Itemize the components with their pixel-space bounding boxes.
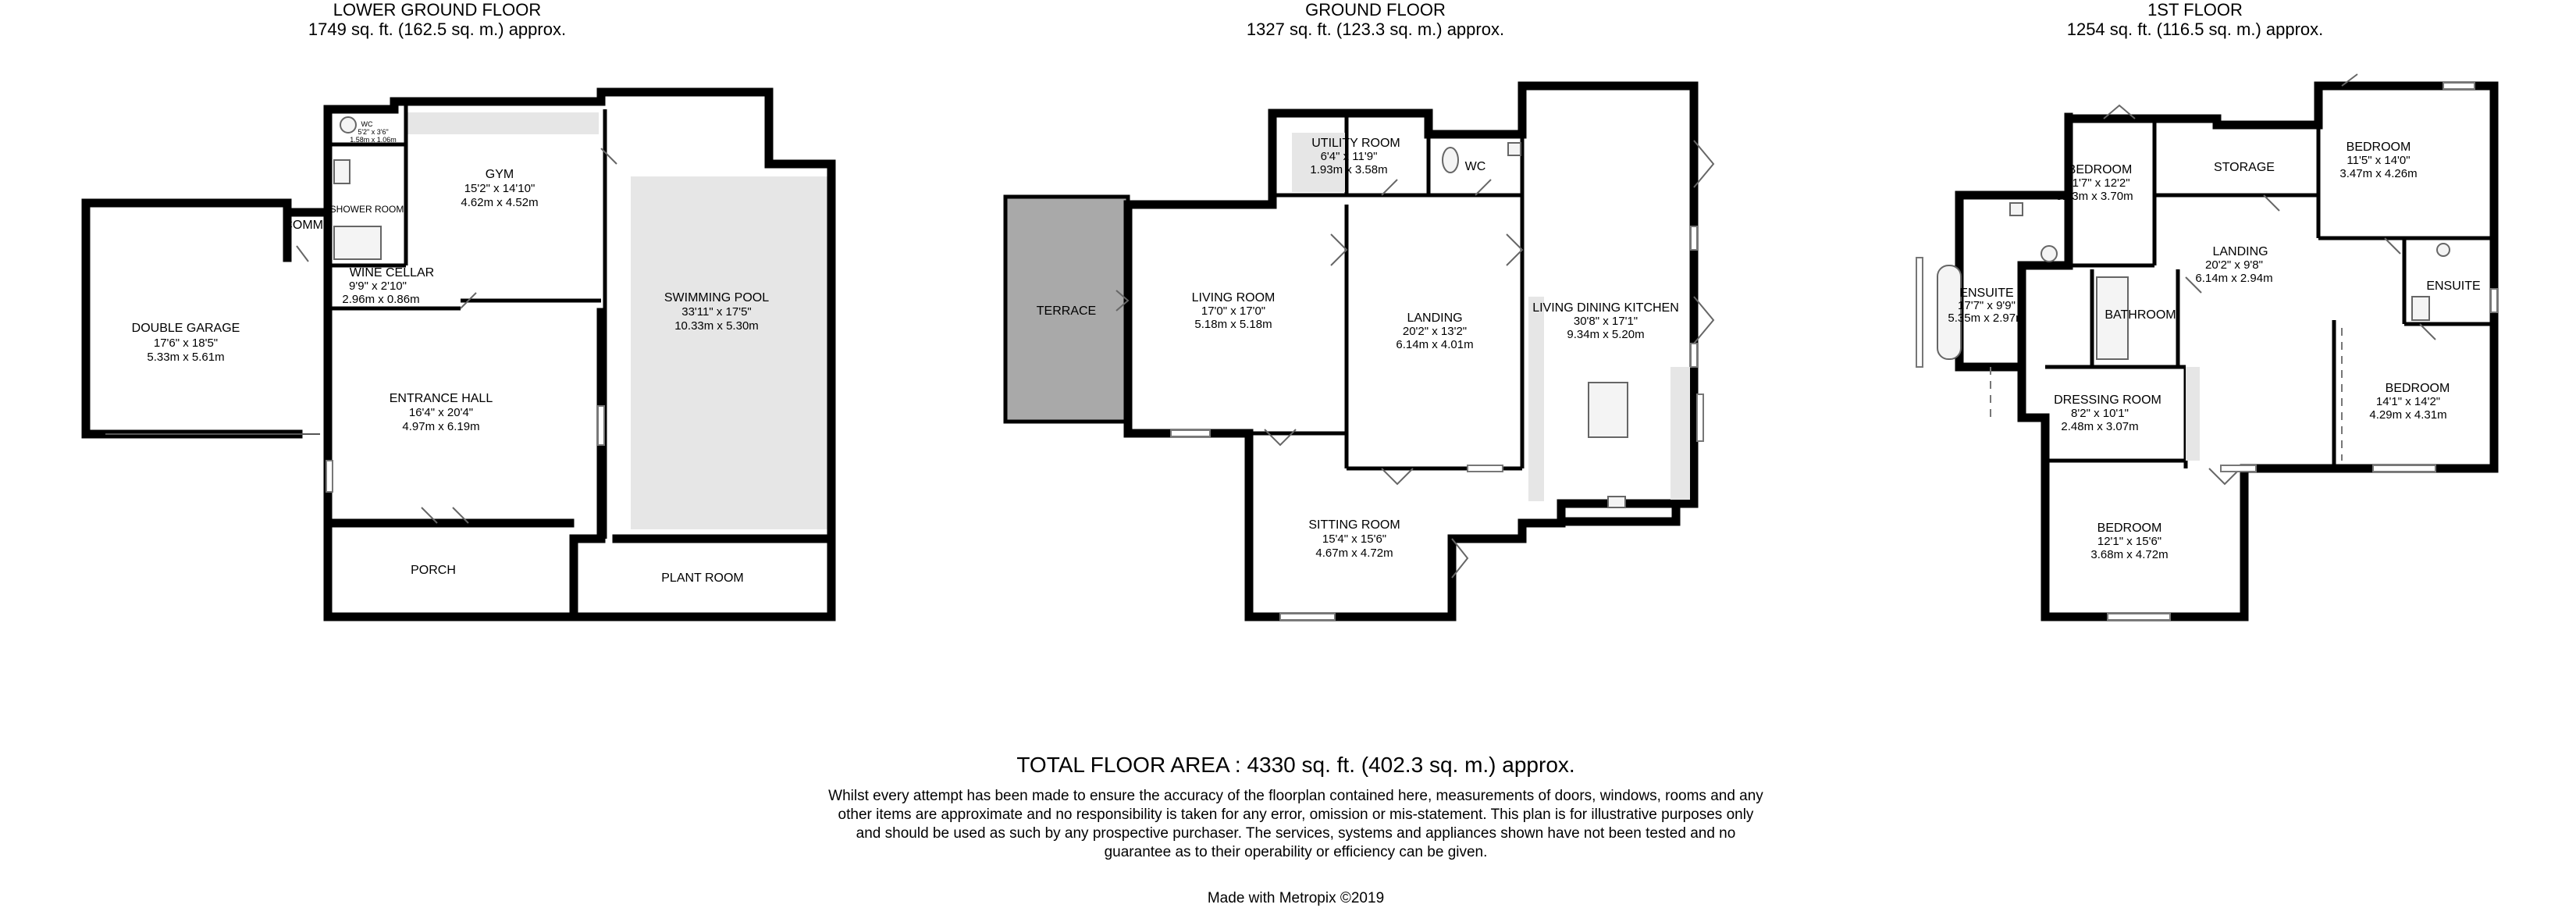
ground-outer-walls bbox=[1128, 86, 1694, 617]
disclaimer-text: Whilst every attempt has been made to ensure the accuracy of the floorplan contained here, measurements of doors, windows, rooms and any other items are approximate and no responsibility is taken for any error, omission or mis-statement. This plan is for illustrative purposes only and should be used as such by any prospective purchaser. The services, systems and appliances shown have not been tested and no guarantee as to their operability or efficiency can be given. bbox=[828, 788, 1763, 860]
svg-text:11'5" x 14'0": 11'5" x 14'0" bbox=[2347, 154, 2411, 167]
svg-text:9.34m x 5.20m: 9.34m x 5.20m bbox=[1567, 328, 1645, 341]
kitchen-sink bbox=[1608, 497, 1625, 507]
lower-ground-floor-title: LOWER GROUND FLOOR bbox=[333, 0, 542, 20]
svg-text:WC: WC bbox=[361, 120, 373, 128]
svg-text:UTILITY ROOM: UTILITY ROOM bbox=[1311, 137, 1400, 150]
bedroom-4-label bbox=[2090, 522, 2168, 561]
kitchen-window-1 bbox=[1691, 226, 1697, 250]
svg-text:5.35m x 2.97m: 5.35m x 2.97m bbox=[1948, 312, 2026, 325]
svg-text:15'2" x 14'10": 15'2" x 14'10" bbox=[464, 182, 535, 195]
svg-text:12'1" x 15'6": 12'1" x 15'6" bbox=[2097, 535, 2162, 548]
total-floor-area: TOTAL FLOOR AREA : 4330 sq. ft. (402.3 sq. m.) approx. bbox=[1016, 753, 1575, 777]
utility-room-label bbox=[1310, 137, 1400, 176]
bedroom-3-label bbox=[2369, 382, 2450, 422]
ensuite-basin bbox=[2041, 246, 2057, 262]
svg-text:ENSUITE: ENSUITE bbox=[1959, 287, 2014, 300]
svg-text:LANDING: LANDING bbox=[2212, 245, 2268, 258]
lg-wc-label bbox=[350, 120, 397, 144]
svg-text:SWIMMING POOL: SWIMMING POOL bbox=[664, 291, 770, 304]
bedroom-2-label bbox=[2339, 141, 2417, 180]
svg-text:2.96m x 0.86m: 2.96m x 0.86m bbox=[342, 293, 420, 306]
svg-text:4.67m x 4.72m: 4.67m x 4.72m bbox=[1315, 547, 1393, 560]
hall-window bbox=[326, 461, 333, 492]
living-dining-kitchen-label bbox=[1532, 301, 1679, 341]
kitchen-window-3 bbox=[1697, 394, 1703, 441]
shower-tray bbox=[334, 226, 381, 259]
ground-floor-plan bbox=[1005, 86, 1713, 620]
plant-room-label: PLANT ROOM bbox=[661, 572, 744, 585]
kitchen-window-2 bbox=[1691, 344, 1697, 367]
svg-text:2.48m x 3.07m: 2.48m x 3.07m bbox=[2061, 420, 2139, 433]
kitchen-worktop-right bbox=[1670, 367, 1690, 500]
svg-text:11'7" x 12'2": 11'7" x 12'2" bbox=[2066, 176, 2130, 190]
svg-text:17'0" x 17'0": 17'0" x 17'0" bbox=[1201, 304, 1266, 318]
living-room-label bbox=[1192, 291, 1276, 331]
wc-toilet bbox=[340, 117, 356, 133]
svg-text:14'1" x 14'2": 14'1" x 14'2" bbox=[2375, 395, 2441, 408]
lower-ground-floor-area: 1749 sq. ft. (162.5 sq. m.) approx. bbox=[308, 20, 567, 39]
svg-text:BEDROOM: BEDROOM bbox=[2067, 163, 2133, 176]
living-window bbox=[1171, 430, 1210, 436]
ensuite-1-walls bbox=[1959, 195, 2069, 367]
svg-text:6.14m x 2.94m: 6.14m x 2.94m bbox=[2195, 272, 2273, 285]
first-floor-title: 1ST FLOOR bbox=[2147, 0, 2243, 20]
svg-text:BEDROOM: BEDROOM bbox=[2385, 382, 2450, 395]
gym-mat bbox=[407, 112, 599, 134]
svg-text:16'4" x 20'4": 16'4" x 20'4" bbox=[408, 406, 474, 419]
wine-cellar-label bbox=[342, 266, 434, 306]
svg-text:6.14m x 4.01m: 6.14m x 4.01m bbox=[1396, 338, 1474, 351]
svg-text:33'11" x 17'5": 33'11" x 17'5" bbox=[681, 305, 752, 319]
ensuite-2-window bbox=[2491, 289, 2497, 312]
shower-room-label: SHOWER ROOM bbox=[329, 204, 404, 215]
sitting-window bbox=[1280, 614, 1335, 620]
svg-text:4.97m x 6.19m: 4.97m x 6.19m bbox=[402, 420, 480, 433]
svg-text:BEDROOM: BEDROOM bbox=[2346, 141, 2411, 154]
ground-wc-basin bbox=[1508, 143, 1521, 155]
kitchen-island bbox=[1589, 383, 1628, 437]
svg-text:DRESSING ROOM: DRESSING ROOM bbox=[2054, 393, 2161, 407]
first-landing-label bbox=[2195, 245, 2272, 285]
dressing-rail bbox=[2186, 367, 2200, 461]
svg-text:8'2" x 10'1": 8'2" x 10'1" bbox=[2071, 407, 2129, 420]
metropix-credit: Made with Metropix ©2019 bbox=[1207, 890, 1385, 906]
svg-text:20'2" x 9'8": 20'2" x 9'8" bbox=[2205, 258, 2263, 272]
svg-text:5.18m x 5.18m: 5.18m x 5.18m bbox=[1194, 318, 1272, 331]
svg-text:3.68m x 4.72m: 3.68m x 4.72m bbox=[2090, 548, 2169, 561]
svg-text:15'4" x 15'6": 15'4" x 15'6" bbox=[1322, 532, 1387, 546]
ensuite-2-toilet bbox=[2437, 244, 2450, 256]
ground-landing-label bbox=[1396, 312, 1473, 351]
storage-label: STORAGE bbox=[2214, 161, 2275, 174]
svg-text:GYM: GYM bbox=[485, 168, 514, 181]
svg-text:1.93m x 3.58m: 1.93m x 3.58m bbox=[1310, 163, 1388, 176]
ensuite-2-shower bbox=[2412, 297, 2429, 320]
entrance-hall-label bbox=[390, 392, 493, 433]
svg-text:5.33m x 5.61m: 5.33m x 5.61m bbox=[147, 351, 225, 364]
svg-text:10.33m x 5.30m: 10.33m x 5.30m bbox=[674, 319, 759, 333]
garage-walls bbox=[86, 203, 298, 434]
svg-text:4.29m x 4.31m: 4.29m x 4.31m bbox=[2369, 408, 2447, 422]
svg-text:17'7" x 9'9": 17'7" x 9'9" bbox=[1958, 299, 2016, 312]
ground-floor-title: GROUND FLOOR bbox=[1305, 0, 1446, 20]
svg-text:20'2" x 13'2": 20'2" x 13'2" bbox=[1402, 325, 1468, 338]
basin bbox=[334, 160, 350, 183]
svg-text:SITTING ROOM: SITTING ROOM bbox=[1308, 518, 1400, 532]
svg-text:3.53m x 3.70m: 3.53m x 3.70m bbox=[2055, 190, 2133, 203]
comms-label: COMMS bbox=[283, 219, 332, 232]
svg-text:LANDING: LANDING bbox=[1407, 312, 1463, 325]
pool-window bbox=[598, 406, 604, 445]
porch-label: PORCH bbox=[411, 564, 456, 577]
ground-wc-toilet bbox=[1443, 148, 1458, 173]
svg-text:6'4" x 11'9": 6'4" x 11'9" bbox=[1320, 150, 1378, 163]
svg-text:30'8" x 17'1": 30'8" x 17'1" bbox=[1573, 315, 1638, 328]
svg-text:ENTRANCE HALL: ENTRANCE HALL bbox=[389, 392, 493, 405]
svg-text:4.62m x 4.52m: 4.62m x 4.52m bbox=[461, 196, 539, 209]
svg-text:WINE CELLAR: WINE CELLAR bbox=[349, 266, 435, 280]
dressing-room-label bbox=[2054, 393, 2161, 433]
bedroom-4-window bbox=[2108, 614, 2170, 620]
svg-text:LIVING DINING KITCHEN: LIVING DINING KITCHEN bbox=[1532, 301, 1679, 315]
first-floor-plan bbox=[1916, 74, 2497, 620]
svg-text:DOUBLE GARAGE: DOUBLE GARAGE bbox=[131, 322, 240, 335]
ensuite-2-label: ENSUITE bbox=[2426, 280, 2481, 293]
gym-label bbox=[461, 168, 538, 209]
svg-text:9'9" x 2'10": 9'9" x 2'10" bbox=[349, 280, 407, 293]
kitchen-worktop-left bbox=[1528, 297, 1544, 501]
sitting-room-label bbox=[1308, 518, 1400, 560]
terrace-label: TERRACE bbox=[1036, 304, 1097, 318]
ensuite-1-label bbox=[1948, 287, 2025, 325]
svg-text:3.47m x 4.26m: 3.47m x 4.26m bbox=[2339, 167, 2418, 180]
double-garage-label bbox=[132, 322, 240, 364]
first-floor-area: 1254 sq. ft. (116.5 sq. m.) approx. bbox=[2066, 20, 2324, 39]
bathroom-label: BATHROOM bbox=[2105, 308, 2176, 322]
bedroom-3-window bbox=[2373, 465, 2435, 472]
svg-text:1.58m x 1.06m: 1.58m x 1.06m bbox=[350, 136, 397, 144]
landing-window-1f bbox=[2221, 465, 2256, 472]
ground-floor-area: 1327 sq. ft. (123.3 sq. m.) approx. bbox=[1246, 20, 1505, 39]
svg-text:5'2" x 3'6": 5'2" x 3'6" bbox=[358, 128, 389, 136]
landing-window bbox=[1468, 465, 1503, 472]
hall-walls bbox=[328, 312, 601, 617]
svg-text:17'6" x 18'5": 17'6" x 18'5" bbox=[153, 336, 219, 350]
ensuite-sink bbox=[2010, 203, 2023, 215]
lower-ground-floor-plan bbox=[86, 92, 831, 617]
ground-wc-label: WC bbox=[1464, 160, 1486, 173]
bedroom-1-label bbox=[2055, 163, 2133, 203]
svg-text:LIVING ROOM: LIVING ROOM bbox=[1191, 291, 1276, 304]
bedroom-2-window bbox=[2443, 83, 2475, 89]
ensuite-1-window bbox=[1916, 258, 1923, 367]
pool-basin bbox=[631, 176, 827, 529]
svg-text:BEDROOM: BEDROOM bbox=[2097, 522, 2162, 535]
